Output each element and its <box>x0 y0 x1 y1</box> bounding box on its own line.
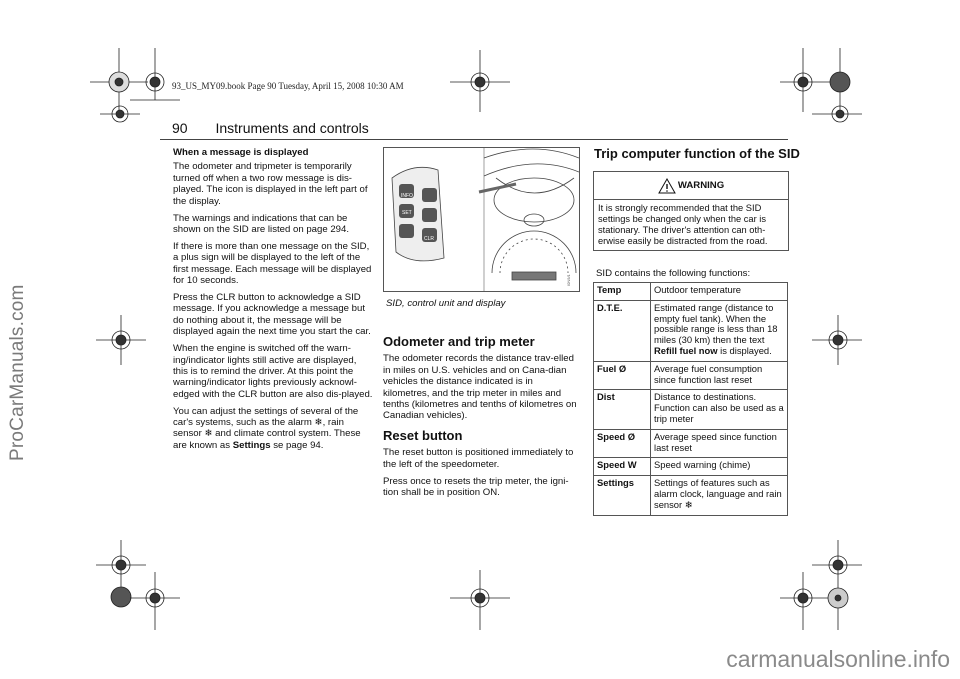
table-row: Dist Distance to destinations. Function can also be used as a trip meter <box>594 390 788 429</box>
paragraph: Press the CLR button to acknowledge a SID message. If you acknowledge a message but do nothing about it, the message will be displayed again the next time you start the car. <box>173 291 371 338</box>
table-row: Settings Settings of features such as alarm clock, language and rain sensor ❄ <box>594 476 788 515</box>
paragraph: If there is more than one message on the SID, a plus sign will be displayed to the left of the first message. Each message will be displayed for 10 seconds. <box>173 240 372 287</box>
column-1 <box>173 147 373 457</box>
info-button-label: INFO <box>401 193 413 199</box>
side-watermark: ProCarManuals.com <box>7 284 28 461</box>
odometer-text: The odometer records the distance trav-elled in miles on U.S. vehicles and on Cana-dian vehicles the distance indicated is in kilometres, and the trip meter in miles and tenths (kilometres and tenths of kilometres on Canadian vehicles). <box>383 353 577 422</box>
message-heading: When a message is displayed <box>173 147 309 158</box>
functions-intro: SID contains the following functions: <box>596 268 751 279</box>
sid-functions-table <box>593 282 788 516</box>
paragraph: When the engine is switched off the warn-ing/indicator lights still active are displayed, this is to remind the driver. At this point the warning/indicator lights previously acknowl-edged with the CLR button are also dis-played. <box>173 343 373 400</box>
page-header <box>172 120 393 136</box>
settings-term: Settings <box>232 439 271 451</box>
snowflake-icon: ❄ <box>314 417 323 429</box>
table-row: Speed Ø Average speed since function last reset <box>594 429 788 458</box>
column-2 <box>383 336 581 504</box>
paragraph: The odometer and tripmeter is temporarily turned off when a two row message is dis-played. The icon is displayed in the left part of the display. <box>173 161 368 207</box>
paragraph: The warnings and indications that can be shown on the SID are listed on page 294. <box>173 212 350 235</box>
snowflake-icon: ❄ <box>684 498 693 510</box>
warning-text: It is strongly recommended that the SID settings be changed only when the car is stationary. The driver's attention can oth-erwise easily be distracted from the road. <box>598 203 768 246</box>
table-row: Temp Outdoor temperature <box>594 283 788 301</box>
warning-header <box>594 172 788 200</box>
warning-box <box>593 171 789 251</box>
settings-paragraph: You can adjust the settings of several of the car's systems, such as the alarm ❄, rain sensor ❄ and climate control system. These are known as Settings se page 94. <box>173 405 361 451</box>
table-row: Speed W Speed warning (chime) <box>594 458 788 476</box>
sid-illustration <box>383 147 580 292</box>
bottom-watermark: carmanualsonline.info <box>726 646 950 672</box>
trip-computer-heading: Trip computer function of the SID <box>594 146 800 161</box>
clr-button-label: CLR <box>424 236 435 242</box>
section-title: Instruments and controls <box>215 120 369 136</box>
odometer-heading: Odometer and trip meter <box>383 334 535 349</box>
figure-code: I0N9/1 <box>566 274 571 286</box>
reset-heading: Reset button <box>383 427 463 443</box>
snowflake-icon: ❄ <box>204 428 213 440</box>
reset-text: Press once to resets the trip meter, the igni-tion shall be in position ON. <box>383 475 569 498</box>
table-row: D.T.E. Estimated range (distance to empty fuel tank). When the possible range is less than 18 miles (30 km) then the text Refill fuel now is displayed. <box>594 300 788 361</box>
table-row: Fuel Ø Average fuel consumption since function last reset <box>594 361 788 390</box>
header-rule <box>160 139 788 140</box>
warning-label: WARNING <box>677 180 725 191</box>
warning-icon <box>658 178 676 194</box>
figure-caption: SID, control unit and display <box>386 298 506 309</box>
reset-text: The reset button is positioned immediately to the left of the speedometer. <box>383 447 574 470</box>
set-button-label: SET <box>402 210 412 216</box>
book-info: 93_US_MY09.book Page 90 Tuesday, April 15, 2008 10:30 AM <box>172 81 404 91</box>
page-number: 90 <box>172 120 188 136</box>
